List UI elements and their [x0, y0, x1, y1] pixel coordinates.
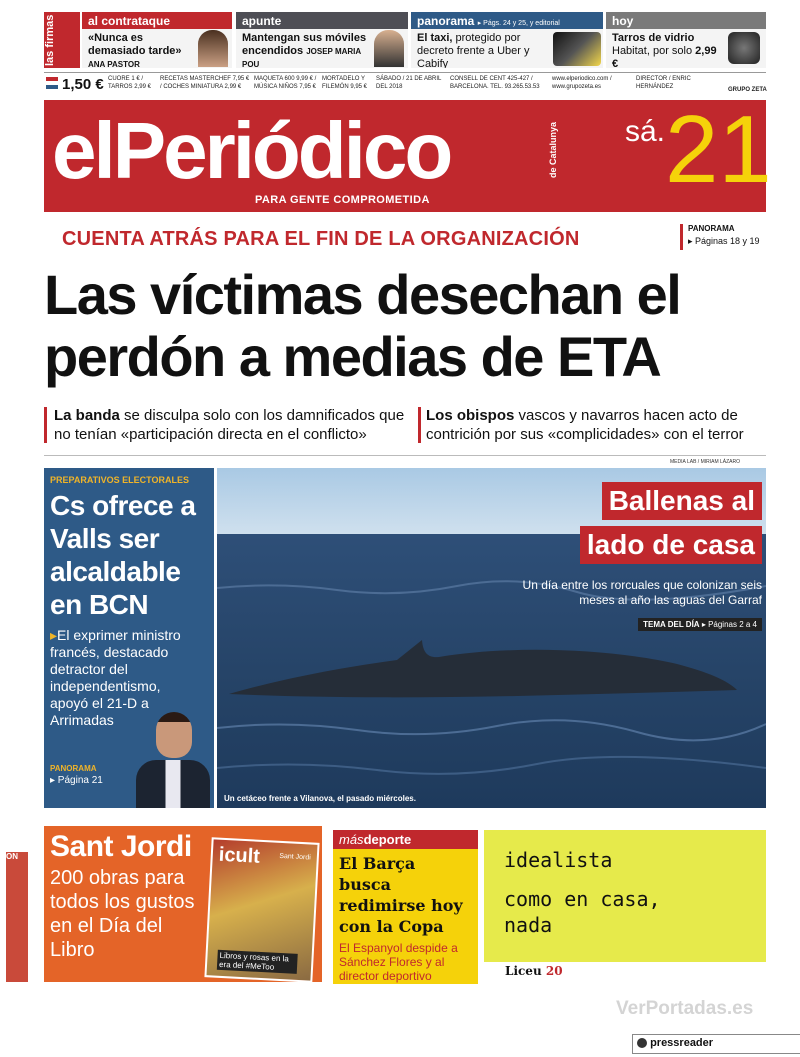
lead-sub1-text: se disculpa solo con los damnificados que no tenían «participación directa en el conflicto»: [54, 407, 405, 443]
deporte-brand-a: más: [339, 832, 364, 847]
santjordi-box[interactable]: [44, 826, 322, 982]
masthead-edition: de Catalunya: [548, 121, 558, 179]
infobar-col2: RECETAS MASTERCHEF 7,95 € / COCHES MINIATURA 2,99 €: [160, 76, 250, 90]
lead-section-bar: [680, 224, 683, 250]
lead-sub2-bar: [418, 407, 421, 443]
cs-section: PANORAMA: [50, 764, 97, 773]
teaser-hoy-title: Tarros de vidrio: [612, 32, 695, 44]
idealista-ad[interactable]: [484, 830, 766, 962]
ad-brand: idealista: [504, 848, 613, 872]
teaser-panorama-text: protegido por decreto frente a Uber y Cabify: [417, 32, 530, 68]
icult-sub: Sant Jordi: [279, 852, 311, 862]
teaser-apunte-author: JOSEP MARIA POU: [242, 47, 361, 68]
lead-sub1-lead: La banda: [54, 407, 120, 424]
lead-divider: [44, 455, 766, 456]
flag-icon: [46, 77, 58, 89]
liceu-num: 20: [545, 964, 563, 978]
infobar-col1: CUORE 1 € / TARROS 2,99 €: [108, 76, 151, 90]
teaser-panorama-ref: ▸ Págs. 24 y 25, y editorial: [477, 20, 560, 27]
issue-price: 1,50 €: [62, 76, 104, 93]
lead-sub2-lead: Los obispos: [426, 407, 515, 424]
masthead-day-number: 21: [665, 96, 772, 203]
liceu-logo: Liceu: [505, 964, 542, 978]
teaser-hoy-price: 2,99 €: [612, 45, 717, 68]
firmas-side-label: las firmas: [44, 12, 80, 68]
lead-kicker: CUENTA ATRÁS PARA EL FIN DE LA ORGANIZACIÓN: [62, 228, 580, 250]
author-photo: [198, 30, 228, 67]
icult-caption: Libros y rosas en la era del #MeToo: [217, 950, 298, 974]
pressreader-icon: [637, 1038, 647, 1048]
icult-cover: [204, 837, 319, 982]
teaser-panorama-lead: El taxi,: [417, 32, 453, 44]
watermark: VerPortadas.es: [616, 998, 754, 1019]
arrow-icon: ▸: [50, 627, 58, 643]
valls-photo: [134, 708, 212, 808]
lead-sub2-text: vascos y navarros hacen acto de contrición por sus «complicidades» con el terror: [426, 407, 744, 443]
infobar-col5: SÁBADO / 21 DE ABRIL DEL 2018: [376, 76, 442, 90]
side-mag-label: ON: [6, 852, 18, 861]
infobar-top-line: [44, 72, 766, 73]
masthead-day-label: sá.: [625, 115, 666, 148]
teaser-hoy[interactable]: [606, 12, 766, 68]
teaser-hoy-text: Habitat, por solo: [612, 45, 693, 57]
teaser-firmas-quote: «Nunca es demasiado tarde»: [88, 32, 182, 57]
whales-pages[interactable]: ▸ Páginas 2 a 4: [701, 620, 757, 629]
santjordi-text: 200 obras para todos los gustos en el Día del Libro: [50, 867, 195, 961]
side-mag-strip: [6, 852, 28, 982]
whales-head2: lado de casa: [580, 526, 762, 564]
author-photo: [374, 30, 404, 67]
cs-kicker: PREPARATIVOS ELECTORALES: [50, 475, 190, 485]
pressreader-logo: [632, 1034, 800, 1054]
masthead-tagline: PARA GENTE COMPROMETIDA: [255, 194, 430, 206]
cs-story[interactable]: [44, 468, 214, 808]
pressreader-text: pressreader: [650, 1037, 714, 1049]
deporte-box[interactable]: [333, 830, 478, 984]
teaser-apunte[interactable]: [236, 12, 408, 68]
deporte-brand-b: deporte: [363, 832, 412, 847]
lead-section: PANORAMA: [688, 224, 735, 233]
teaser-apunte-text: Mantengan sus móviles encendidos: [242, 32, 367, 57]
teaser-firmas-author: ANA PASTOR: [88, 60, 140, 68]
infobar-col3: MAQUETA 600 9,99 € / MÚSICA NIÑOS 7,95 €: [254, 76, 317, 90]
cs-body: El exprimer ministro francés, destacado detractor del independentismo, apoyó el 21-D a Arrimadas: [50, 627, 181, 728]
teaser-panorama[interactable]: [411, 12, 603, 68]
masthead-logo[interactable]: elPeriódico: [52, 106, 451, 195]
teaser-firmas[interactable]: [82, 12, 232, 68]
teaser-panorama-header: panorama: [417, 14, 475, 28]
valls-suit: [136, 760, 210, 808]
valls-head: [156, 712, 192, 758]
whales-head1: Ballenas al: [602, 482, 762, 520]
ad-slogan: como en casa, nada: [504, 887, 661, 937]
infobar-col4: MORTADELO Y FILEMÓN 9,95 €: [322, 76, 368, 90]
cs-headline: Cs ofrece a Valls ser alcaldable en BCN: [50, 490, 196, 620]
teaser-hoy-header: hoy: [606, 12, 766, 29]
whale-photo[interactable]: [217, 468, 766, 808]
taxi-photo: [553, 32, 601, 66]
teaser-apunte-header: apunte: [236, 12, 408, 29]
santjordi-title: Sant Jordi: [50, 830, 192, 863]
infobar-col6: CONSELL DE CENT 425-427 / BARCELONA. TEL. 93.265.53.53: [450, 76, 540, 90]
cs-page[interactable]: ▸ Página 21: [50, 775, 103, 786]
photo-credit: MEDIA LAB / MIRIAM LÁZARO: [670, 459, 741, 465]
teaser-firmas-header: al contrataque: [82, 12, 232, 29]
icult-logo: icult: [218, 843, 261, 868]
whale-caption: Un cetáceo frente a Vilanova, el pasado miércoles.: [224, 794, 416, 803]
whales-section: TEMA DEL DÍA: [643, 620, 700, 629]
grupo-zeta-logo: GRUPO ZETA: [728, 87, 767, 93]
whales-deck: Un día entre los rorcuales que colonizan seis meses al año las aguas del Garraf: [522, 578, 762, 607]
jar-photo: [728, 32, 760, 64]
lead-sub1-bar: [44, 407, 47, 443]
lead-headline[interactable]: Las víctimas desechan el perdón a medias de ETA: [44, 263, 681, 388]
infobar-col7[interactable]: www.elperiodico.com / www.grupozeta.es: [552, 76, 612, 90]
deporte-headline: El Barça busca redimirse hoy con la Copa: [339, 854, 463, 936]
infobar-col8: DIRECTOR / ENRIC HERNÁNDEZ: [636, 76, 691, 90]
deporte-text: El Espanyol despide a Sánchez Flores y al director deportivo: [339, 941, 458, 983]
lead-pages[interactable]: ▸ Páginas 18 y 19: [688, 236, 760, 246]
